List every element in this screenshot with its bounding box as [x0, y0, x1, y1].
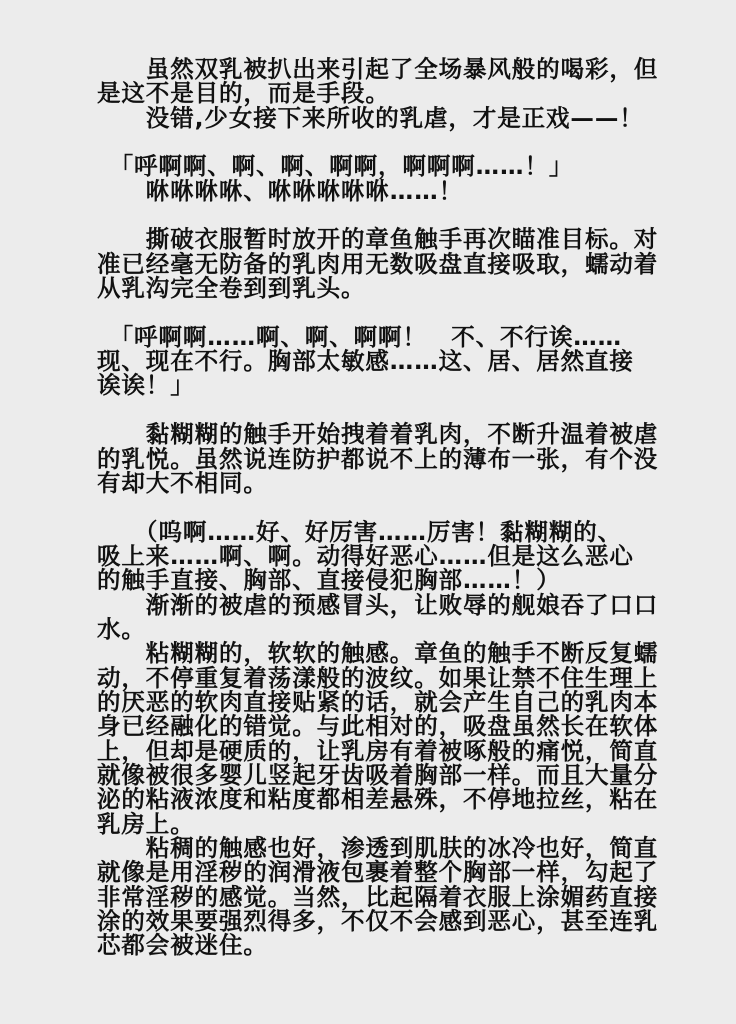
text-line: 动，不停重复着荡漾般的波纹。如果让禁不住生理上	[97, 663, 659, 692]
text-line: 虽然双乳被扒出来引起了全场暴风般的喝彩，但	[97, 55, 659, 83]
text-line: 「呼啊啊、啊、啊、啊啊，啊啊啊……！」	[97, 152, 574, 181]
text-line: 涂的效果要强烈得多，不仅不会感到恶心，甚至连乳	[97, 907, 659, 936]
text-line: 的厌恶的软肉直接贴紧的话，就会产生自己的乳肉本	[97, 687, 659, 716]
text-line: 水。	[97, 614, 146, 643]
text-line: 粘稠的触感也好，渗透到肌肤的冰冷也好，简直	[97, 834, 659, 862]
text-line: 现、现在不行。胸部太敏感……这、居、居然直接	[97, 347, 634, 376]
text-line: 没错,少女接下来所收的乳虐，才是正戏——！	[97, 103, 644, 132]
blank-line	[97, 130, 679, 154]
text-line: 撕破衣服暂时放开的章鱼触手再次瞄准目标。对	[97, 225, 659, 254]
text-line: 就像是用淫秽的润滑液包裹着整个胸部一样，勾起了	[97, 858, 659, 887]
text-line: 乳房上。	[97, 809, 195, 838]
text-line: 身已经融化的错觉。与此相对的，吸盘虽然长在软体	[97, 712, 659, 741]
text-line: 准已经毫无防备的乳肉用无数吸盘直接吸取，蠕动着	[97, 249, 659, 278]
text-line: 黏糊糊的触手开始拽着着乳肉，不断升温着被虐	[97, 420, 659, 449]
blank-line	[97, 495, 679, 519]
text-line: 就像被很多婴儿竖起牙齿吸着胸部一样。而且大量分	[97, 760, 659, 789]
text-line: 诶诶！」	[97, 371, 195, 400]
text-line: 的乳悦。虽然说连防护都说不上的薄布一张，有个没	[97, 444, 659, 473]
text-line: 泌的粘液浓度和粘度都相差悬殊，不停地拉丝，粘在	[97, 785, 659, 814]
text-line: 咻咻咻咻、咻咻咻咻咻……！	[97, 176, 463, 205]
text-line: 是这不是目的，而是手段。	[97, 79, 390, 108]
text-line: （呜啊……好、好厉害……厉害！黏糊糊的、	[97, 517, 623, 546]
blank-line	[97, 398, 679, 422]
novel-text-block	[97, 57, 679, 958]
text-line: 有却大不相同。	[97, 468, 268, 497]
text-line: 吸上来……啊、啊。动得好恶心……但是这么恶心	[97, 541, 634, 570]
text-line: 的触手直接、胸部、直接侵犯胸部……！）	[97, 566, 561, 595]
text-line: 芯都会被迷住。	[97, 931, 268, 960]
text-line: 「呼啊啊……啊、啊、啊啊！ 不、不行诶……	[97, 322, 623, 351]
text-line: 渐渐的被虐的预感冒头，让败辱的舰娘吞了口口	[97, 590, 659, 619]
blank-line	[97, 300, 679, 324]
text-line: 从乳沟完全卷到到乳头。	[97, 274, 366, 303]
text-line: 粘糊糊的，软软的触感。章鱼的触手不断反复蠕	[97, 639, 659, 668]
text-line: 上，但却是硬质的，让乳房有着被啄般的痛悦，简直	[97, 736, 659, 765]
text-line: 非常淫秽的感觉。当然，比起隔着衣服上涂媚药直接	[97, 882, 659, 911]
blank-line	[97, 203, 679, 227]
